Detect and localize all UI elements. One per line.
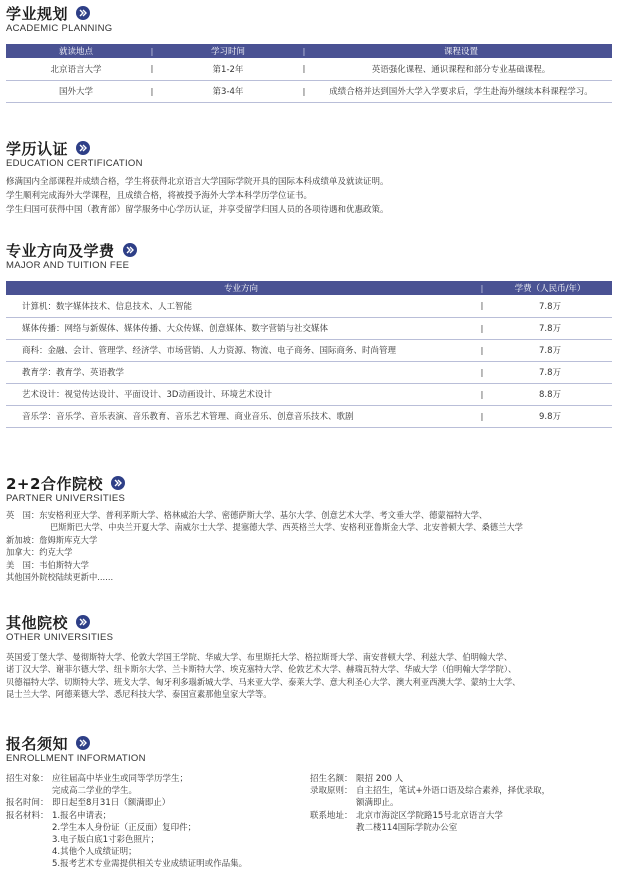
column-divider: | [480,411,484,421]
cell-place: 北京语言大学 [50,64,102,75]
arrow-right-icon [76,6,90,20]
enroll-key: 招生名额： [310,774,353,784]
enroll-subtitle: ENROLLMENT INFORMATION [6,753,146,764]
cell-fee: 7.8万 [538,346,562,356]
partner-subtitle: PARTNER UNIVERSITIES [6,493,126,504]
enroll-right-column [306,773,606,870]
cell-major: 计算机：数字媒体技术、信息技术、人工智能 [22,301,193,312]
academic-title: 学业规划 [6,4,69,23]
education-title: 学历认证 [6,139,69,158]
enroll-value: 1.报名申请表； [52,810,112,821]
column-divider: | [302,46,306,56]
other-line: 昆士兰大学、阿德莱德大学、悉尼科技大学、泰国宣素那他皇家大学等。 [6,689,272,700]
enroll-value: 3.电子版白底1寸彩色照片； [52,835,160,846]
academic-section [6,4,612,103]
cell-fee: 7.8万 [538,368,562,378]
enroll-value: 限招 200 人 [356,774,404,784]
arrow-right-icon [76,615,90,629]
enroll-item [310,785,606,809]
header-place: 就读地点 [58,47,93,57]
cell-major: 艺术设计：视觉传达设计、平面设计、3D动画设计、环境艺术设计 [22,390,272,400]
table-row [6,317,612,339]
table-row [6,295,612,317]
enroll-left-column [6,773,306,870]
cell-major: 音乐学：音乐学、音乐表演、音乐教育、音乐艺术管理、商业音乐、创意音乐技术、歌剧 [22,412,354,422]
partner-line: 其他国外院校陆续更新中...... [6,572,114,583]
other-section [6,613,612,701]
header-major: 专业方向 [223,284,258,294]
other-list [6,651,612,701]
enroll-value: 北京市海淀区学院路15号北京语言大学 [356,810,503,821]
table-row [6,339,612,361]
partner-line: 巴斯斯巴大学、中央兰开夏大学、南威尔士大学、提塞德大学、西英格兰大学、安格利亚鲁斯金大学、北安普顿大学、桑德兰大学 [50,522,523,533]
academic-subtitle: ACADEMIC PLANNING [6,23,113,34]
column-divider: | [480,367,484,377]
enroll-value: 应往届高中毕业生或同等学历学生； [52,774,189,784]
table-row [6,405,612,427]
table-header-row [6,44,612,58]
cell-major: 商科：金融、会计、管理学、经济学、市场营销、人力资源、物流、电子商务、国际商务、时尚管理 [22,346,397,356]
enroll-value: 5.报考艺术专业需提供相关专业成绩证明或作品集。 [52,859,248,870]
column-divider: | [302,86,306,96]
table-row [6,58,612,80]
enroll-item [6,797,306,809]
partner-line: 新加坡：詹姆斯库克大学 [6,534,98,545]
other-line: 诺丁汉大学、谢菲尔德大学、纽卡斯尔大学、兰卡斯特大学、埃克塞特大学、伦敦艺术大学、赫瑞瓦特大学、华威大学（伯明翰大学学院）、 [6,664,517,675]
education-line: 修满国内全部课程并成绩合格，学生将获得北京语言大学国际学院开具的国际本科成绩单及就读证明。 [6,177,389,187]
table-row [6,80,612,102]
education-subtitle: EDUCATION CERTIFICATION [6,158,143,169]
enroll-value: 4.其他个人成绩证明； [52,847,137,858]
academic-table [6,44,612,103]
partner-section [6,474,612,583]
major-table [6,281,612,428]
header-course: 课程设置 [443,47,478,57]
partner-title: 2+2合作院校 [6,474,103,493]
column-divider: | [480,345,484,355]
enroll-item [6,810,306,870]
other-title: 其他院校 [6,613,69,632]
other-subtitle: OTHER UNIVERSITIES [6,632,114,643]
table-row [6,383,612,405]
arrow-right-icon [76,141,90,155]
cell-fee: 7.8万 [538,301,562,312]
enroll-key: 联系地址： [310,810,353,821]
enroll-value: 2.学生本人身份证（正反面）复印件； [52,822,197,833]
enroll-item [6,773,306,797]
cell-major: 教育学：教育学、英语教学 [22,368,125,378]
enroll-key: 招生对象： [6,774,49,784]
column-divider: | [150,46,154,56]
education-line: 学生归国可获得中国（教育部）留学服务中心学历认证，并享受留学归国人员的各项待遇和优惠政策。 [6,205,389,215]
partner-line: 加拿大：约克大学 [6,547,73,558]
enroll-value: 即日起至8月31日（额满即止） [52,798,171,809]
education-line: 学生顺利完成海外大学课程，且成绩合格，将被授予海外大学本科学历学位证书。 [6,191,313,201]
cell-time: 第3-4年 [212,87,244,97]
arrow-right-icon [76,736,90,750]
column-divider: | [480,283,484,293]
cell-fee: 7.8万 [538,324,562,334]
cell-time: 第1-2年 [212,64,244,75]
cell-course: 成绩合格并达到国外大学入学要求后，学生赴海外继续本科课程学习。 [329,87,593,97]
major-title: 专业方向及学费 [6,241,115,260]
education-text [6,175,612,217]
enroll-key: 报名时间： [6,798,49,809]
column-divider: | [150,86,154,96]
enroll-section [6,734,612,870]
cell-fee: 8.8万 [538,390,562,400]
table-header-row [6,281,612,295]
major-section [6,241,612,428]
arrow-right-icon [111,476,125,490]
enroll-info [6,773,612,870]
enroll-item [310,810,606,834]
partner-line: 美 国：韦伯斯特大学 [6,559,89,570]
cell-place: 国外大学 [58,87,93,97]
enroll-value: 自主招生，笔试+外语口语及综合素养，择优录取， [356,786,551,797]
partner-list [6,509,612,583]
enroll-key: 报名材料： [6,810,49,821]
header-time: 学习时间 [210,47,245,57]
header-fee: 学费（人民币/年） [514,284,586,294]
column-divider: | [480,323,484,333]
partner-line: 英 国：东安格利亚大学、普利茅斯大学、格林威治大学、密德萨斯大学、基尔大学、创意艺术大学、考文垂大学、德蒙福特大学、 [6,510,488,520]
arrow-right-icon [123,243,137,257]
other-line: 贝德福特大学、切斯特大学、班戈大学、匈牙利多瑙新城大学、马来亚大学、泰莱大学、意大利圣心大学、澳大利亚西澳大学、蒙纳士大学、 [6,676,521,687]
enroll-item [310,773,606,785]
column-divider: | [302,64,306,74]
cell-fee: 9.8万 [538,412,562,422]
cell-major: 媒体传播：网络与新媒体、媒体传播、大众传媒、创意媒体、数字营销与社交媒体 [22,324,329,334]
column-divider: | [480,301,484,311]
enroll-value: 教二楼114国际学院办公室 [356,822,458,833]
major-subtitle: MAJOR AND TUITION FEE [6,260,130,271]
table-row [6,361,612,383]
enroll-value: 完成高二学业的学生。 [52,786,138,797]
enroll-key: 录取原则： [310,786,353,797]
column-divider: | [480,389,484,399]
enroll-value: 额满即止。 [356,798,399,809]
enroll-title: 报名须知 [6,734,69,753]
education-section [6,139,612,217]
other-line: 英国爱丁堡大学、曼彻斯特大学、伦敦大学国王学院、华威大学、布里斯托大学、格拉斯哥大学、南安普顿大学、利兹大学、伯明翰大学、 [6,652,513,662]
column-divider: | [150,64,154,74]
cell-course: 英语强化课程、通识课程和部分专业基础课程。 [371,64,551,75]
